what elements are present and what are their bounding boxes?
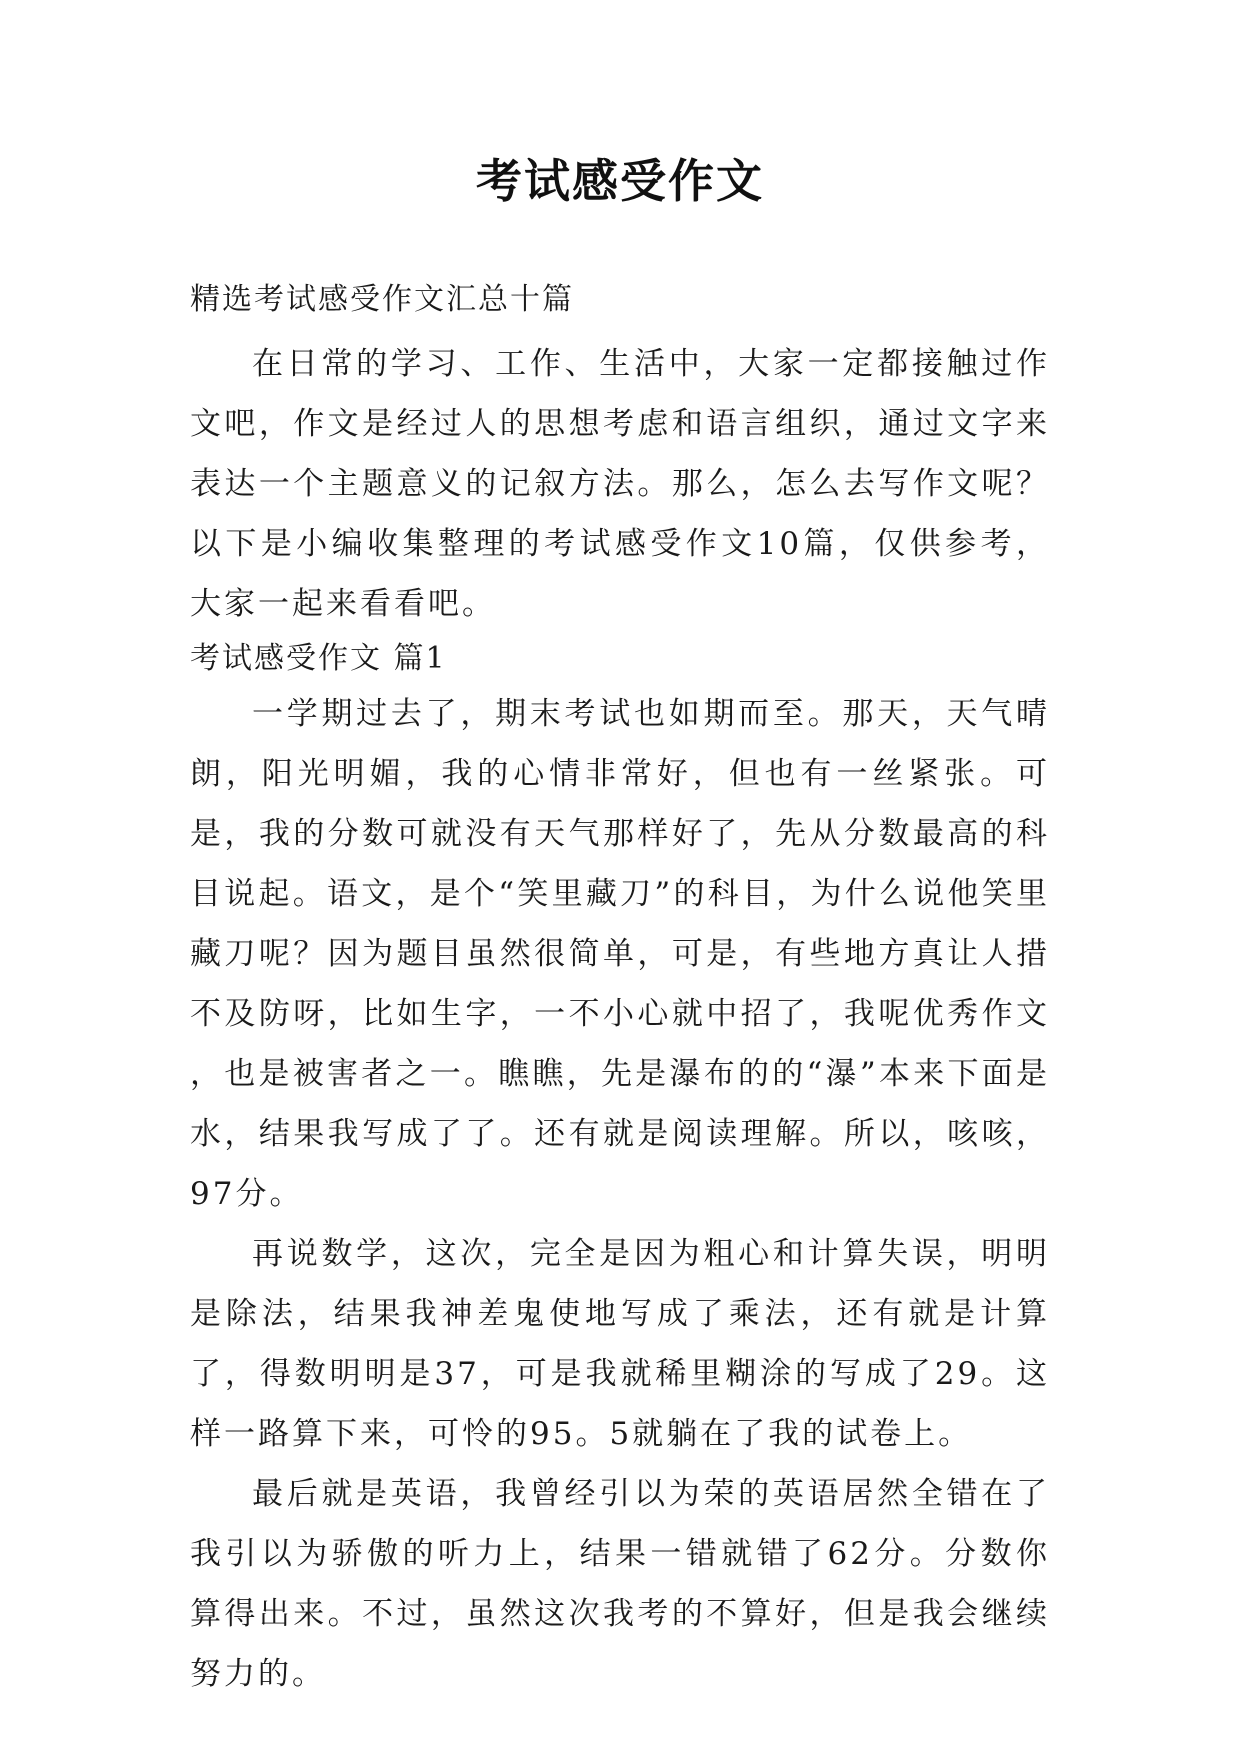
body-paragraph: 一学期过去了，期末考试也如期而至。那天，天气晴朗，阳光明媚，我的心情非常好，但也有一丝紧张。可是，我的分数可就没有天气那样好了，先从分数最高的科目说起。语文，是个“笑里藏刀”的科目，为什么说他笑里藏刀呢？因为题目虽然很简单，可是，有些地方真让人措不及防呀，比如生字，一不小心就中招了，我呢优秀作文 ，也是被害者之一。瞧瞧，先是瀑布的的“瀑”本来下面是水，结果我写成了了。还有就是阅读理解。所以，咳咳，97分。 (190, 696, 1050, 1212)
body-paragraph: 再说数学，这次，完全是因为粗心和计算失误，明明是除法，结果我神差鬼使地写成了乘法，还有就是计算了，得数明明是37，可是我就稀里糊涂的写成了29。这样一路算下来，可怜的95。5就躺在了我的试卷上。 (190, 1236, 1050, 1452)
intro-paragraph: 在日常的学习、工作、生活中，大家一定都接触过作文吧，作文是经过人的思想考虑和语言组织，通过文字来表达一个主题意义的记叙方法。那么，怎么去写作文呢？以下是小编收集整理的考试感受作文10篇，仅供参考，大家一起来看看吧。 (190, 346, 1050, 622)
section-heading: 考试感受作文 篇1 (190, 641, 447, 676)
body-paragraph: 最后就是英语，我曾经引以为荣的英语居然全错在了我引以为骄傲的听力上，结果一错就错了62分。分数你算得出来。不过，虽然这次我考的不算好，但是我会继续努力的。 (190, 1476, 1050, 1692)
document-page (190, 0, 1050, 1704)
document-title: 考试感受作文 (476, 154, 764, 208)
document-subtitle: 精选考试感受作文汇总十篇 (190, 282, 574, 317)
